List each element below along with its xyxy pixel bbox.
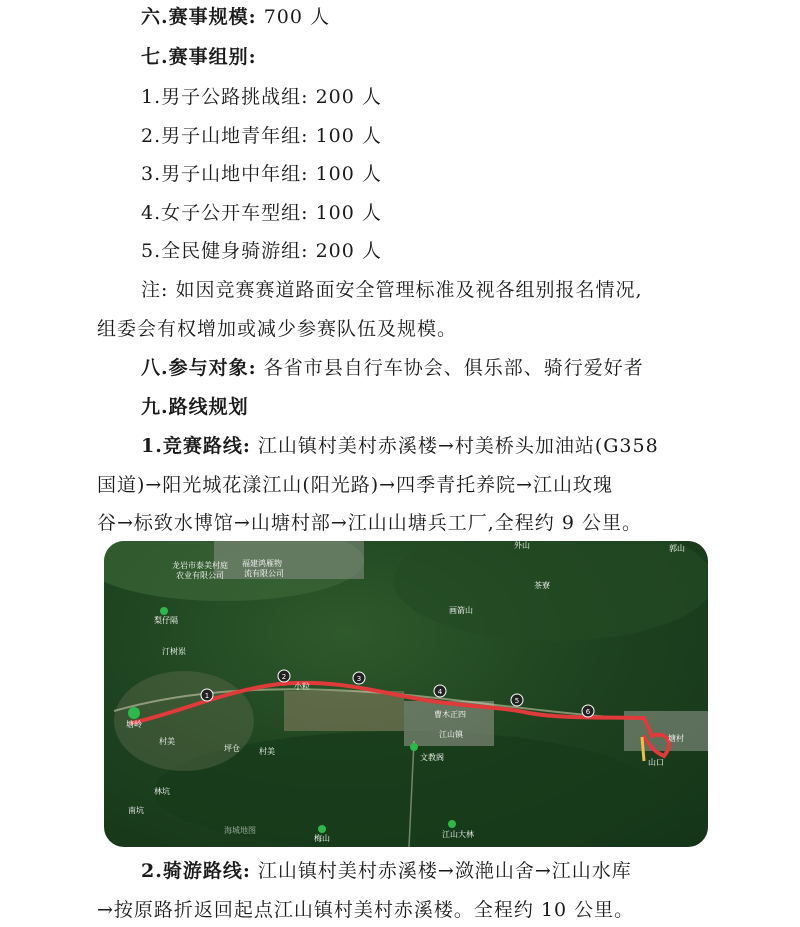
ride-route-line <box>141 858 632 884</box>
village-area <box>284 691 404 731</box>
svg-text:6: 6 <box>585 708 591 716</box>
start-pin-icon <box>128 707 140 719</box>
map-label: 外山 <box>514 541 530 550</box>
section8-value: 各省市县自行车协会、俱乐部、骑行爱好者 <box>263 357 644 379</box>
map-label: 江山镇 <box>439 730 463 739</box>
map-label: 梅山 <box>314 834 330 843</box>
section6-line <box>141 4 330 30</box>
svg-text:4: 4 <box>437 688 443 696</box>
map-label: 南坑 <box>128 806 144 815</box>
map-label: 梨仔隔 <box>154 616 178 625</box>
route-marker <box>278 670 290 682</box>
race-route-text: 国道)→阳光城花漾江山(阳光路)→四季青托养院→江山玫瑰 <box>97 474 613 496</box>
poi-pin-icon <box>410 743 418 751</box>
map-label: 村美 <box>159 737 175 746</box>
map-label: 福建鸿雁物 <box>242 559 282 568</box>
route-marker <box>201 689 213 701</box>
route-map-svg <box>104 541 708 847</box>
group-item: 4.女子公开车型组: 100 人 <box>141 202 382 224</box>
route-marker <box>434 685 446 697</box>
section8-heading: 八.参与对象: <box>141 357 257 379</box>
map-label: 曹木正四 <box>434 710 466 719</box>
svg-text:2: 2 <box>281 673 287 681</box>
map-label: 山口 <box>648 758 664 767</box>
poi-pin-icon <box>448 820 456 828</box>
map-label: 坪仓 <box>224 744 240 753</box>
town-area <box>214 541 364 579</box>
group-item: 5.全民健身骑游组: 200 人 <box>141 240 382 262</box>
map-label: 江山大林 <box>442 830 474 839</box>
race-route-line <box>141 433 659 459</box>
ride-route-label: 2.骑游路线: <box>141 860 251 882</box>
route-marker <box>511 694 523 706</box>
race-route-text: 谷→标致水博馆→山塘村部→江山山塘兵工厂,全程约 9 公里。 <box>97 512 642 534</box>
note-line: 注: 如因竞赛赛道路面安全管理标准及视各组别报名情况, <box>141 279 643 301</box>
section7-heading: 七.赛事组别: <box>141 46 257 68</box>
route-marker <box>353 672 365 684</box>
ride-route-path <box>642 737 644 761</box>
map-label: 茶寮 <box>534 581 550 590</box>
map-label: 汀树岽 <box>162 647 186 656</box>
race-route-text: 江山镇村美村赤溪楼→村美桥头加油站(G358 <box>257 435 659 457</box>
svg-text:1: 1 <box>204 692 210 700</box>
note-line: 组委会有权增加或减少参赛队伍及规模。 <box>97 318 458 340</box>
group-item: 3.男子山地中年组: 100 人 <box>141 163 382 185</box>
map-label: 龙岩市泰美村庭 <box>172 561 228 570</box>
route-marker <box>582 705 594 717</box>
map-label: 塘村 <box>668 734 684 743</box>
section6-value: 700 人 <box>263 6 330 28</box>
map-label: 小粒 <box>294 682 310 691</box>
section6-heading: 六.赛事规模: <box>141 6 257 28</box>
svg-text:5: 5 <box>514 697 520 705</box>
group-item: 1.男子公路挑战组: 200 人 <box>141 86 382 108</box>
map-label: 画箭山 <box>449 606 473 615</box>
map-label: 农业有限公司 <box>176 571 224 580</box>
poi-pin-icon <box>318 825 326 833</box>
svg-text:3: 3 <box>356 675 362 683</box>
map-label: 流有限公司 <box>244 569 284 578</box>
map-label: 文教阁 <box>420 753 444 762</box>
ride-route-text: 江山镇村美村赤溪楼→潋滟山舍→江山水库 <box>257 860 632 882</box>
poi-pin-icon <box>160 607 168 615</box>
route-map <box>104 541 708 847</box>
group-item: 2.男子山地青年组: 100 人 <box>141 125 382 147</box>
map-label: 海城地图 <box>224 826 256 835</box>
ride-route-text: →按原路折返回起点江山镇村美村赤溪楼。全程约 10 公里。 <box>97 899 635 921</box>
map-label: 塘岭 <box>126 720 142 729</box>
race-route-label: 1.竞赛路线: <box>141 435 251 457</box>
map-label: 林坑 <box>154 787 170 796</box>
map-label: 郭山 <box>669 544 685 553</box>
terrain <box>394 541 708 641</box>
section8-line <box>141 355 644 381</box>
section9-heading: 九.路线规划 <box>141 396 249 418</box>
map-label: 村美 <box>259 747 275 756</box>
